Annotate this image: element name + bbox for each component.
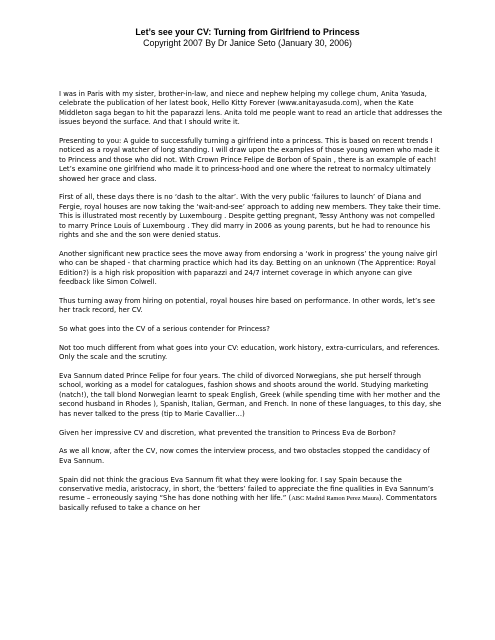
paragraph-interview-process: As we all know, after the CV, now comes the interview process, and two obstacles stopped the candidacy of Eva Sannum. xyxy=(59,447,430,465)
paragraph-spain-media-tail: ). Commentators basically refused to take a chance on her xyxy=(59,494,437,512)
document-body xyxy=(59,90,443,523)
paragraph-eva-sannum: Eva Sannum dated Prince Felipe for four years. The child of divorced Norwegians, she put herself through school, working as a model for catalogues, fashion shows and shoots around the world. Studying marketing (natch!), the tall blond Norwegian learnt to speak English, Greek (while spending time with her mother and the second husband in Rhodes ), Spanish, Italian, German, and French. In none of these languages, to this day, she has never talked to the press (tip to Marie Cavallier…) xyxy=(59,372,442,418)
document-header xyxy=(0,27,495,49)
paragraph-spain-media xyxy=(59,476,443,514)
paragraph-presenting-guide: Presenting to you: A guide to successfully turning a girlfriend into a princess. This is based on recent trends I noticed as a royal watcher of long standing. I will draw upon the examples of those young women who made it to Princess and those who did not. With Crown Prince Felipe de Borbon of Spain , there is an example of each! Let’s examine one girlfriend who made it to princess-hood and one where the retreat to normalcy ultimately showed her grace and class. xyxy=(59,137,440,183)
paragraph-hire-on-performance: Thus turning away from hiring on potential, royal houses hire based on performance. In other words, let’s see her track record, her CV. xyxy=(59,296,435,315)
paragraph-spain-media-text: Spain did not think the gracious Eva Sannum fit what they were looking for. I say Spain because the conservative media, aristocracy, in short, the ‘betters’ failed to appreciate the fine qualities in Eva Sannum’s resume – erroneously saying “She has done nothing with her life.” ( xyxy=(59,475,434,503)
citation-abc-madrid: ABC Madrid Ramon Perez Maura xyxy=(291,495,379,503)
paragraph-new-practice: Another significant new practice sees the move away from endorsing a ‘work in progress’ the young naive girl who can be shaped - that charming practice which had its day. Betting on an unknown (The Apprentice: Royal Edition?) is a high risk proposition with paparazzi and 24/7 internet coverage in which anyone can give feedback like Simon Colwell. xyxy=(59,249,438,287)
paragraph-cv-question: So what goes into the CV of a serious contender for Princess? xyxy=(59,325,270,334)
document-title: Let’s see your CV: Turning from Girlfriend to Princess xyxy=(135,27,360,37)
paragraph-cv-contents: Not too much different from what goes into your CV: education, work history, extra-curriculars, and references. Only the scale and the scrutiny. xyxy=(59,343,440,362)
copyright-line: Copyright 2007 By Dr Janice Seto (January 30, 2006) xyxy=(143,38,352,48)
paragraph-transition-question: Given her impressive CV and discretion, what prevented the transition to Princess Eva de Borbon? xyxy=(59,428,396,437)
paragraph-paris-intro: I was in Paris with my sister, brother-in-law, and niece and nephew helping my college chum, Anita Yasuda, celebrate the publication of her latest book, Hello Kitty Forever (www.anitayasuda.com), when the Kate Middleton saga began to hit the paparazzi lens. Anita told me people want to read an article that addresses the issues beyond the surface. And that I should write it. xyxy=(59,90,443,127)
paragraph-no-dash-to-altar: First of all, these days there is no ‘dash to the altar’. With the very public ‘failures to launch’ of Diana and Fergie, royal houses are now taking the ‘wait-and-see’ approach to adding new members. They take their time. This is illustrated most recently by Luxembourg . Despite getting pregnant, Tessy Anthony was not compelled to marry Prince Louis of Luxembourg . They did marry in 2006 as young parents, but he had to renounce his rights and she and the son were denied status. xyxy=(59,193,441,240)
